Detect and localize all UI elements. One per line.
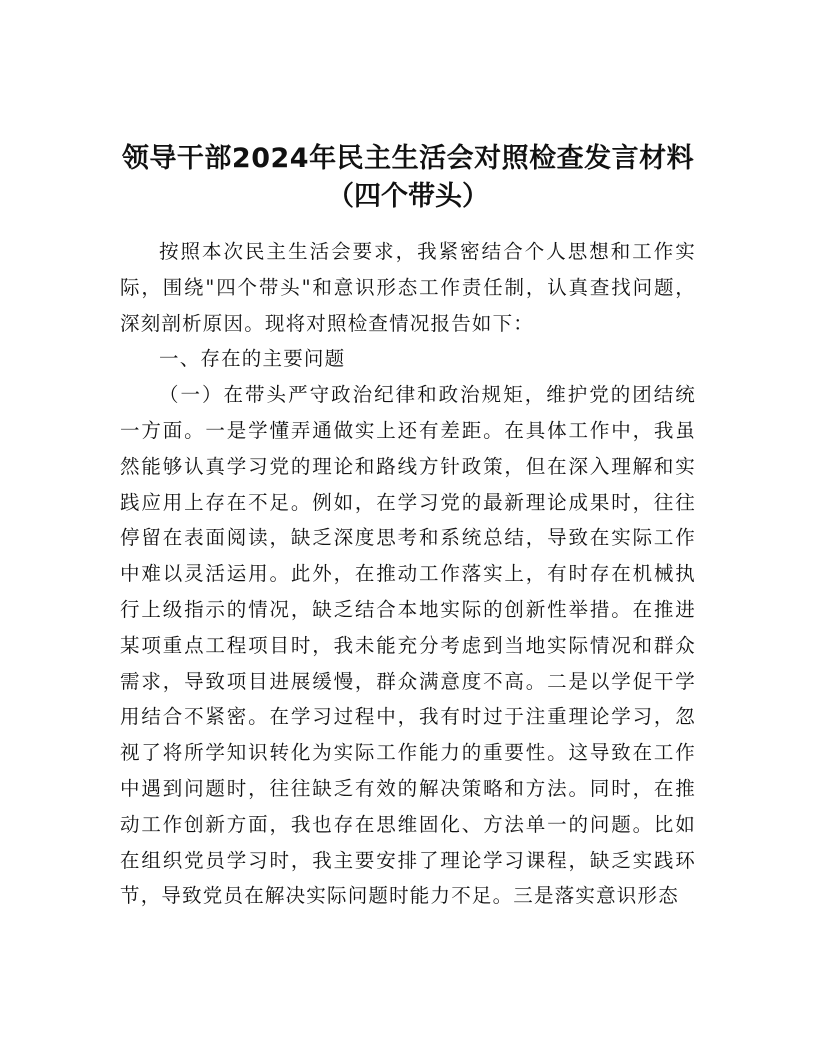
section-heading: 一、存在的主要问题 bbox=[159, 347, 346, 371]
document-title: 领导干部2024年民主生活会对照检查发言材料 bbox=[121, 143, 695, 174]
intro-paragraph: 按照本次民主生活会要求，我紧密结合个人思想和工作实际，围绕"四个带头"和意识形态工作责任制，认真查找问题，深刻剖析原因。现将对照检查情况报告如下： bbox=[120, 240, 696, 335]
body-paragraph: （一）在带头严守政治纪律和政治规矩，维护党的团结统一方面。一是学懂弄通做实上还有差距。在具体工作中，我虽然能够认真学习党的理论和路线方针政策，但在深入理解和实践应用上存在不足。例如，在学习党的最新理论成果时，往往停留在表面阅读，缺乏深度思考和系统总结，导致在实际工作中难以灵活运用。此外，在推动工作落实上，有时存在机械执行上级指示的情况，缺乏结合本地实际的创新性举措。在推进某项重点工程项目时，我未能充分考虑到当地实际情况和群众需求，导致项目进展缓慢，群众满意度不高。二是以学促干学用结合不紧密。在学习过程中，我有时过于注重理论学习，忽视了将所学知识转化为实际工作能力的重要性。这导致在工作中遇到问题时，往往缺乏有效的解决策略和方法。同时，在推动工作创新方面，我也存在思维固化、方法单一的问题。比如在组织党员学习时，我主要安排了理论学习课程，缺乏实践环节，导致党员在解决实际问题时能力不足。三是落实意识形态 bbox=[120, 383, 696, 908]
document-subtitle: （四个带头） bbox=[327, 181, 489, 212]
document-body bbox=[120, 140, 696, 914]
